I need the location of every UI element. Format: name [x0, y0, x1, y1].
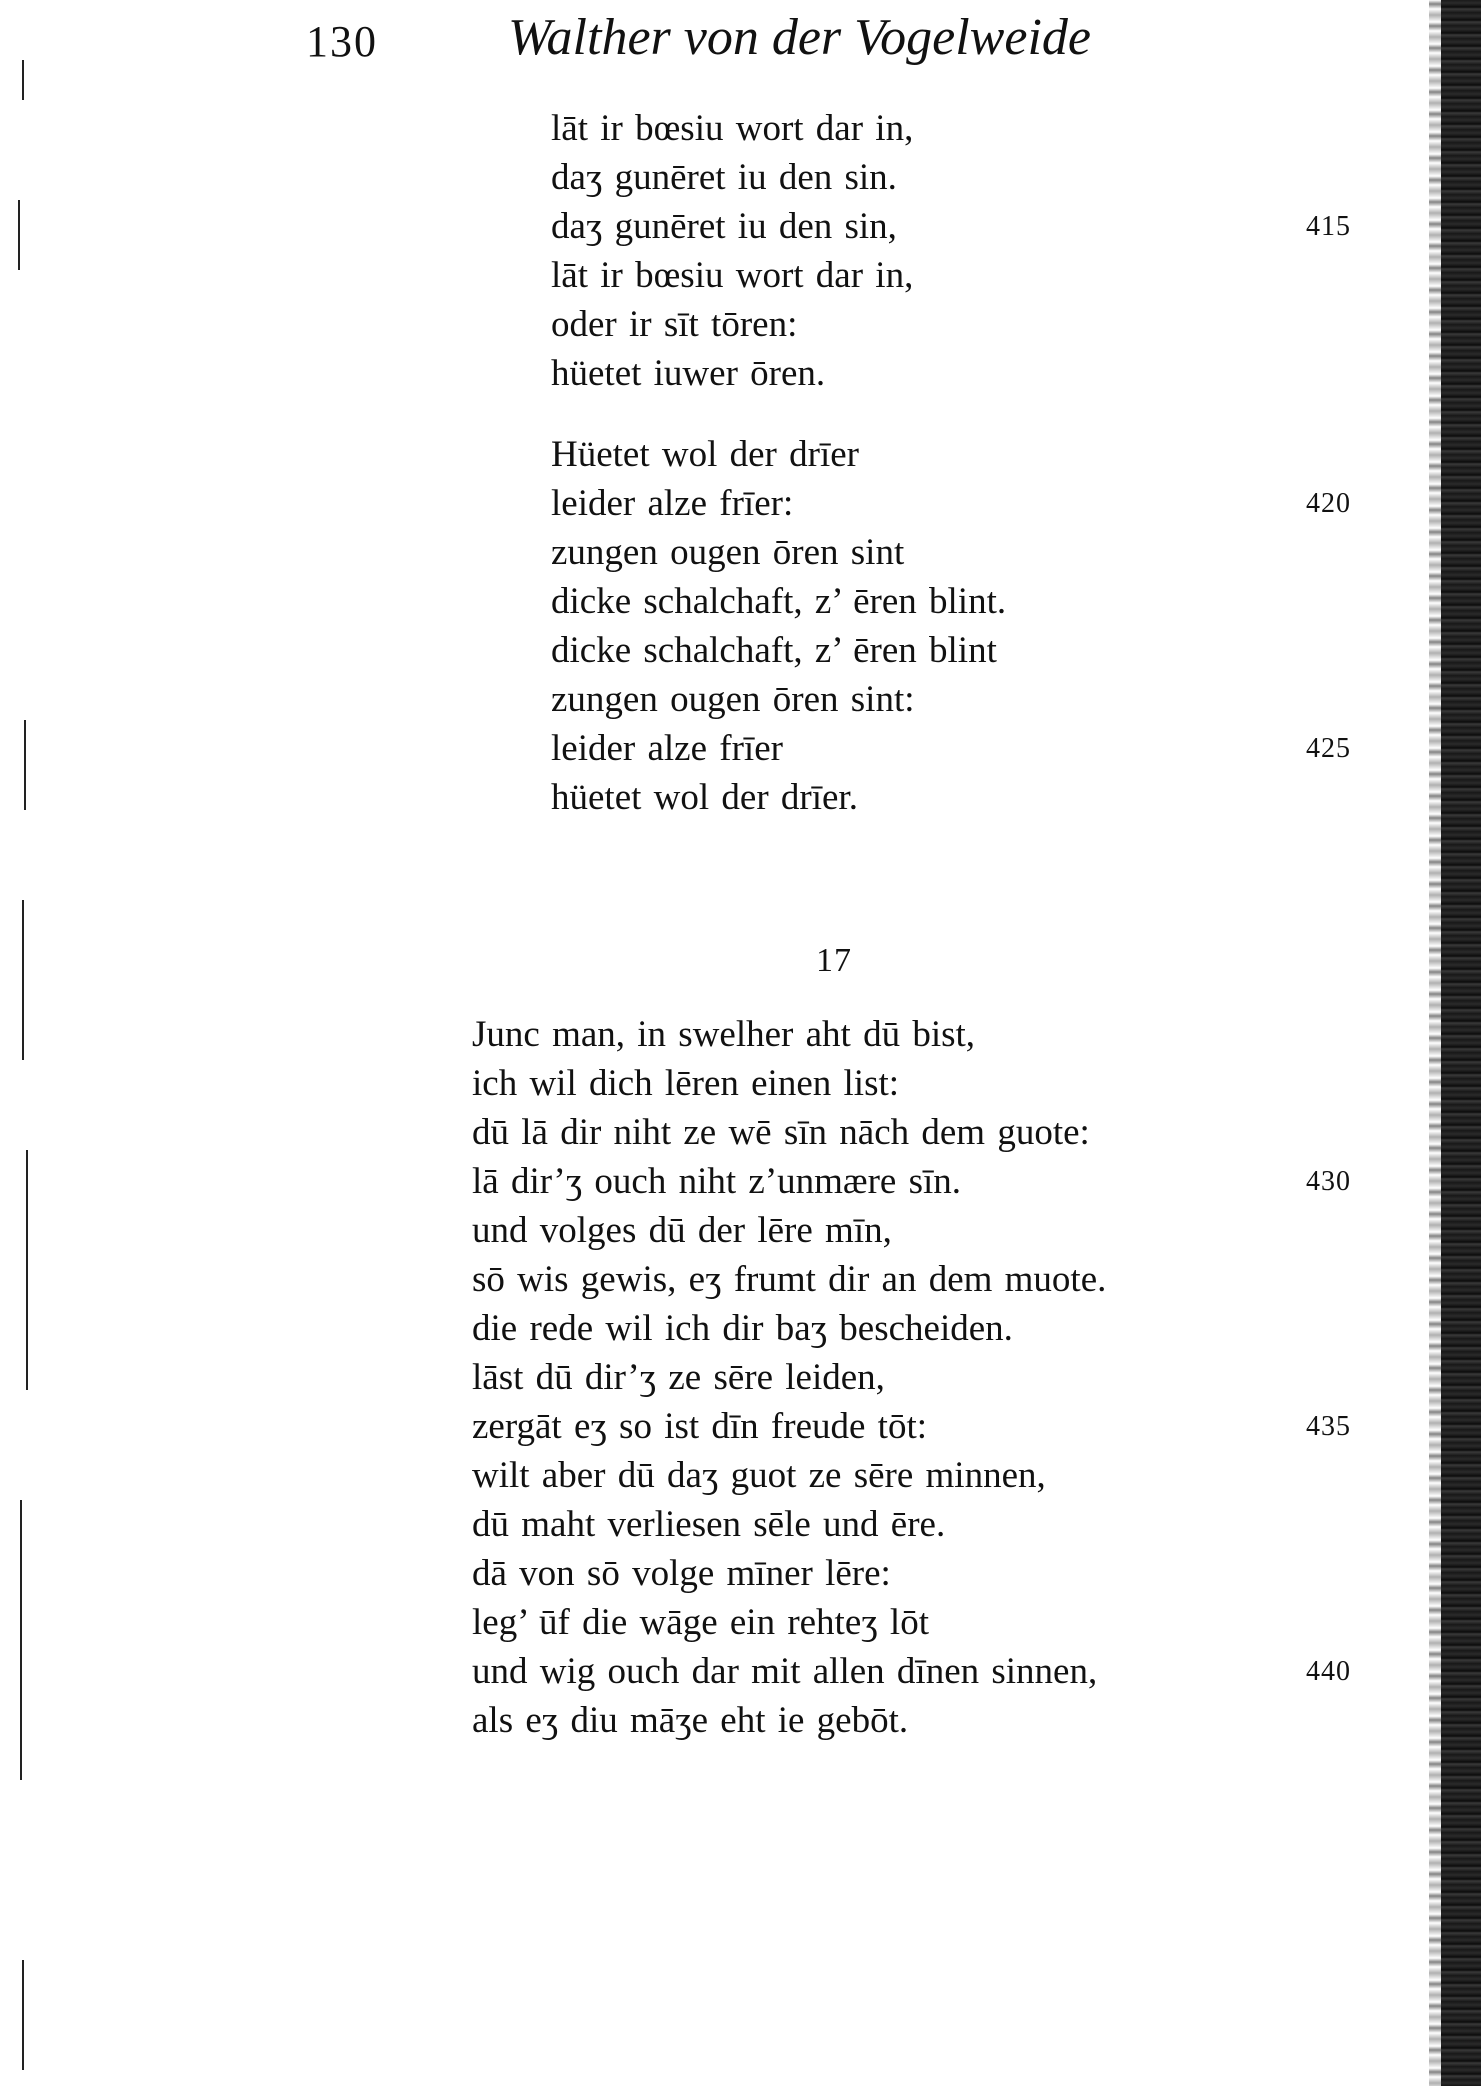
stanza-c	[0, 1010, 1400, 1745]
verse-line	[0, 202, 1400, 251]
verse-line	[0, 626, 1400, 675]
scan-edge	[1441, 0, 1481, 2086]
verse-line	[0, 300, 1400, 349]
margin-mark	[18, 200, 20, 270]
margin-mark	[22, 900, 24, 1060]
running-title: Walther von der Vogelweide	[508, 9, 1091, 66]
verse-text: daʒ gunēret iu den sin,	[551, 206, 897, 247]
verse-text: und wig ouch dar mit allen dīnen sinnen,	[472, 1651, 1098, 1692]
verse-line	[0, 1451, 1400, 1500]
verse-line	[0, 1500, 1400, 1549]
verse-line	[0, 528, 1400, 577]
verse-line	[0, 1108, 1400, 1157]
stanza-b	[0, 430, 1400, 822]
line-number: 435	[1306, 1411, 1351, 1442]
margin-mark	[22, 1960, 24, 2070]
verse-line	[0, 1647, 1400, 1696]
verse-text: lāt ir bœsiu wort dar in,	[551, 255, 914, 296]
verse-text: Hüetet wol der drīer	[551, 434, 859, 475]
verse-line	[0, 251, 1400, 300]
verse-text: leg’ ūf die wāge ein rehteʒ lōt	[472, 1602, 929, 1643]
verse-line	[0, 675, 1400, 724]
verse-line	[0, 577, 1400, 626]
verse-text: leider alze frīer	[551, 728, 783, 769]
verse-text: dā von sō volge mīner lēre:	[472, 1553, 891, 1594]
verse-text: oder ir sīt tōren:	[551, 304, 798, 345]
verse-text: leider alze frīer:	[551, 483, 794, 524]
verse-text: dicke schalchaft, z’ ēren blint.	[551, 581, 1007, 622]
verse-text: lā dir’ʒ ouch niht z’unmære sīn.	[472, 1161, 962, 1202]
margin-mark	[24, 720, 26, 810]
verse-line	[0, 479, 1400, 528]
verse-text: hüetet iuwer ōren.	[551, 353, 826, 394]
section-number: 17	[816, 942, 852, 979]
verse-line	[0, 104, 1400, 153]
verse-text: hüetet wol der drīer.	[551, 777, 858, 818]
scan-edge-fringe	[1429, 0, 1441, 2086]
verse-text: dicke schalchaft, z’ ēren blint	[551, 630, 997, 671]
verse-line	[0, 1157, 1400, 1206]
stanza-a	[0, 104, 1400, 398]
verse-line	[0, 1353, 1400, 1402]
margin-mark	[20, 1500, 22, 1780]
verse-text: dū maht verliesen sēle und ēre.	[472, 1504, 946, 1545]
verse-text: zungen ougen ōren sint	[551, 532, 905, 573]
verse-text: Junc man, in swelher aht dū bist,	[472, 1014, 976, 1055]
verse-line	[0, 1010, 1400, 1059]
verse-line	[0, 430, 1400, 479]
verse-text: zungen ougen ōren sint:	[551, 679, 915, 720]
verse-text: sō wis gewis, eʒ frumt dir an dem muote.	[472, 1259, 1107, 1300]
line-number: 425	[1306, 733, 1351, 764]
line-number: 420	[1306, 488, 1351, 519]
verse-line	[0, 153, 1400, 202]
line-number: 415	[1306, 211, 1351, 242]
verse-line	[0, 1696, 1400, 1745]
verse-text: lāt ir bœsiu wort dar in,	[551, 108, 914, 149]
verse-text: und volges dū der lēre mīn,	[472, 1210, 892, 1251]
verse-line	[0, 1304, 1400, 1353]
verse-text: dū lā dir niht ze wē sīn nāch dem guote:	[472, 1112, 1090, 1153]
verse-text: zergāt eʒ so ist dīn freude tōt:	[472, 1406, 928, 1447]
verse-line	[0, 724, 1400, 773]
verse-line	[0, 1059, 1400, 1108]
verse-line	[0, 1549, 1400, 1598]
verse-text: als eʒ diu māʒe eht ie gebōt.	[472, 1700, 909, 1741]
verse-line	[0, 1206, 1400, 1255]
verse-text: lāst dū dir’ʒ ze sēre leiden,	[472, 1357, 885, 1398]
margin-mark	[26, 1150, 28, 1390]
verse-line	[0, 1598, 1400, 1647]
line-number: 440	[1306, 1656, 1351, 1687]
verse-text: wilt aber dū daʒ guot ze sēre minnen,	[472, 1455, 1046, 1496]
verse-text: die rede wil ich dir baʒ bescheiden.	[472, 1308, 1013, 1349]
verse-text: ich wil dich lēren einen list:	[472, 1063, 900, 1104]
line-number: 430	[1306, 1166, 1351, 1197]
verse-line	[0, 349, 1400, 398]
verse-line	[0, 773, 1400, 822]
verse-text: daʒ gunēret iu den sin.	[551, 157, 897, 198]
verse-line	[0, 1402, 1400, 1451]
verse-line	[0, 1255, 1400, 1304]
margin-mark	[22, 60, 24, 100]
page-number: 130	[306, 17, 378, 66]
